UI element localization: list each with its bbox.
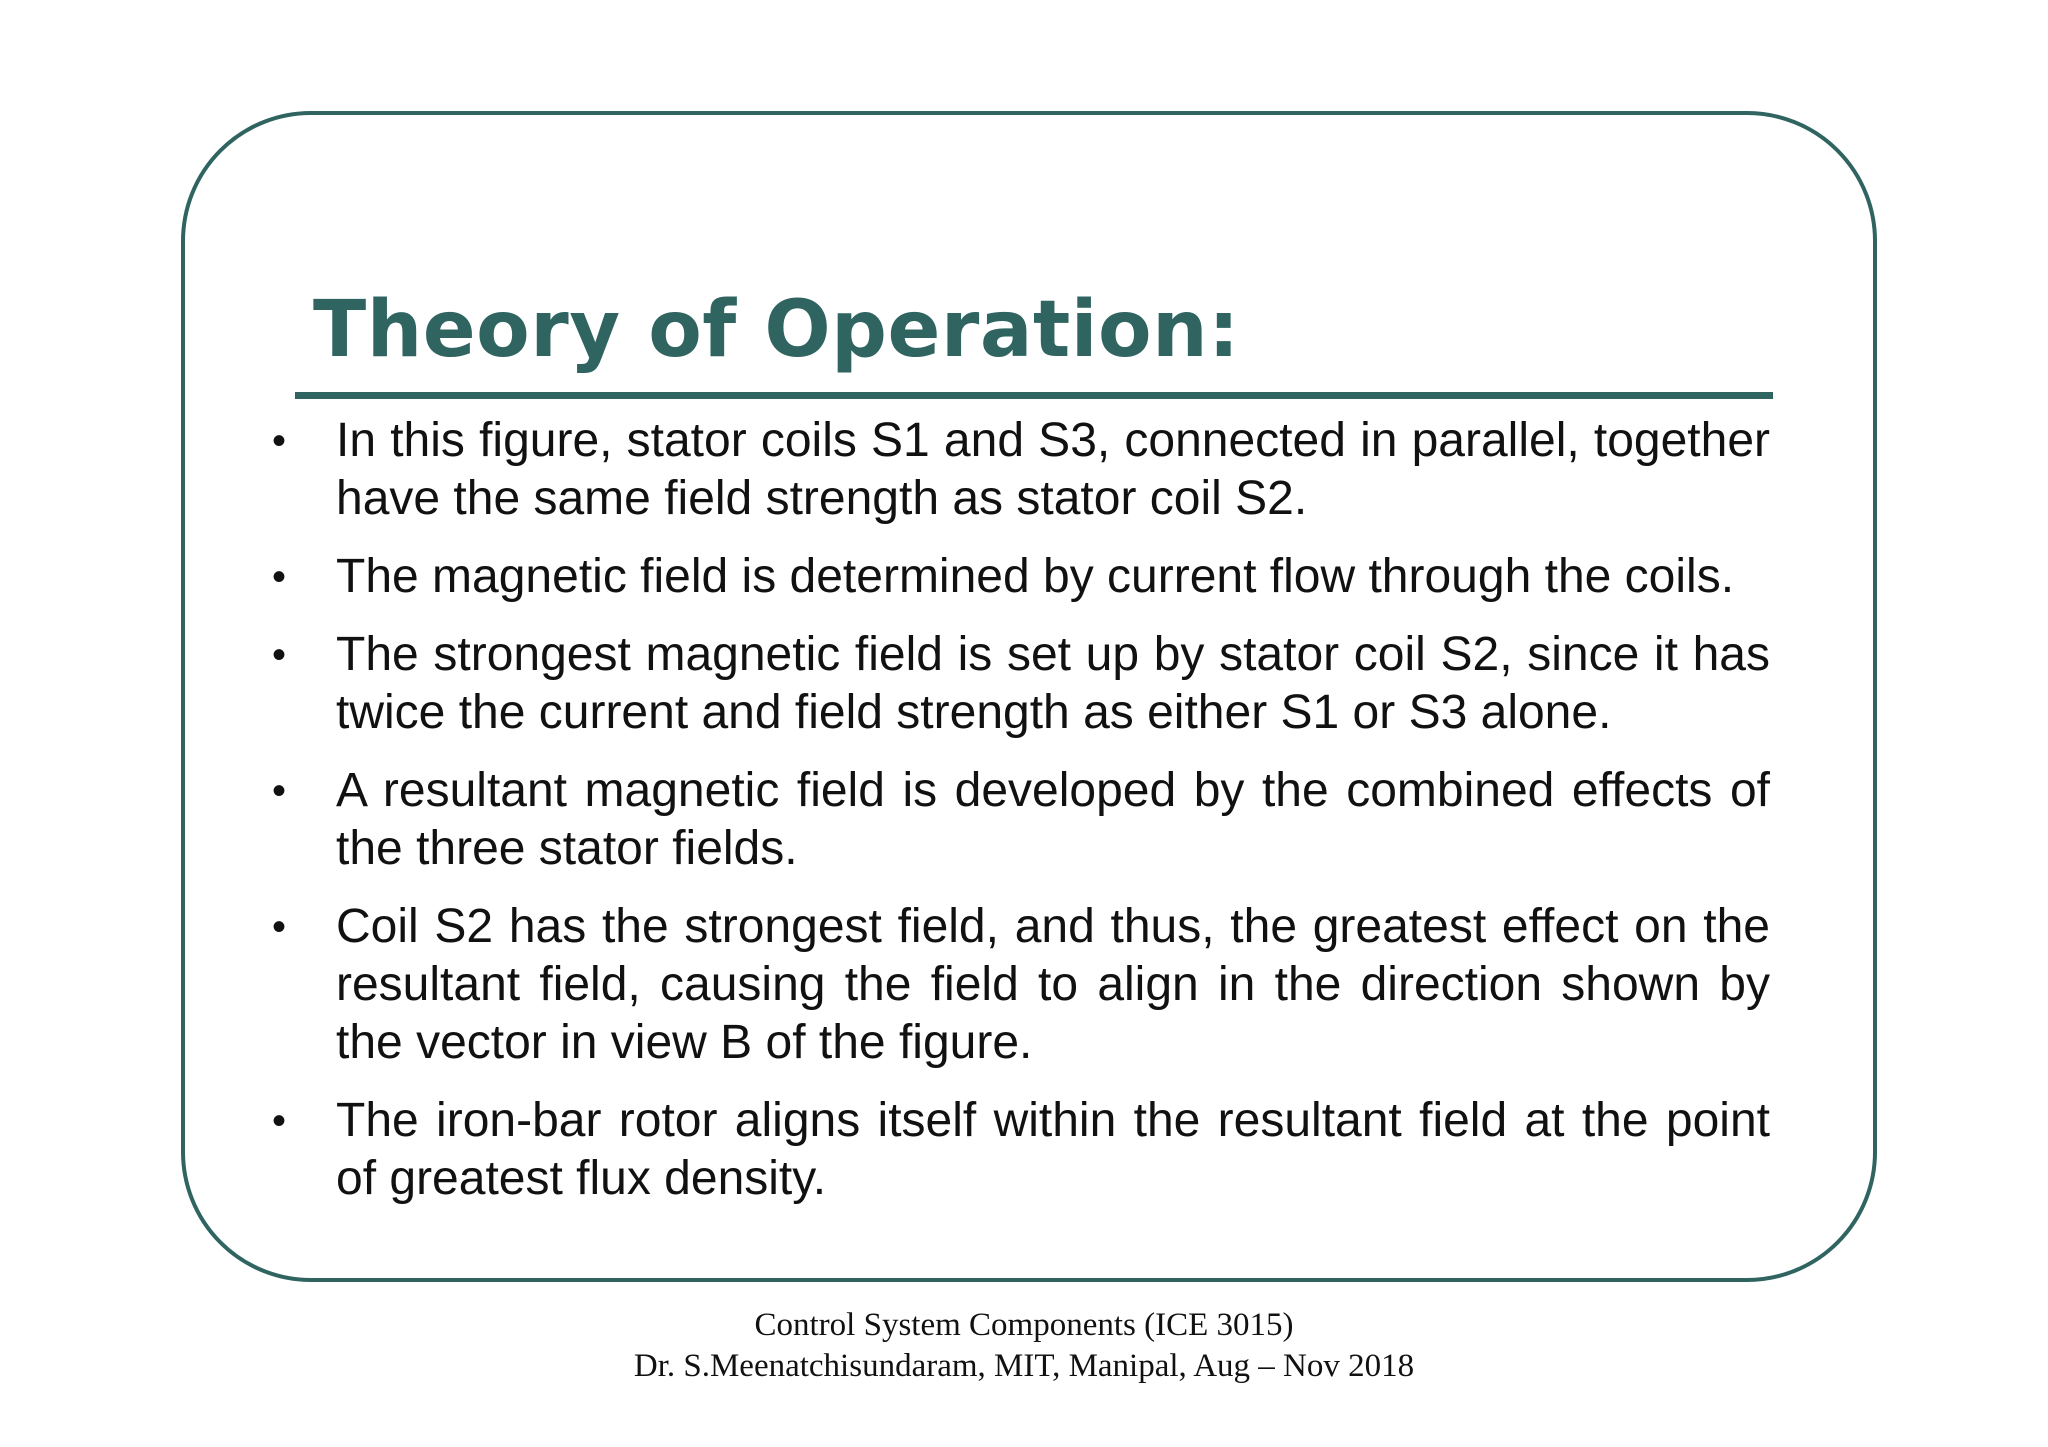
bullet-list: [259, 412, 1770, 1228]
bullet-text: The iron-bar rotor aligns itself within the resultant field at the point of greatest flux density.: [336, 1094, 1770, 1205]
bullet-text: Coil S2 has the strongest field, and thus, the greatest effect on the resultant field, causing the field to align in the direction shown by the vector in view B of the figure.: [336, 900, 1770, 1069]
slide-footer: [0, 1305, 2048, 1387]
bullet-item: [259, 626, 1770, 742]
bullet-marker: •: [271, 555, 286, 599]
bullet-marker: •: [271, 633, 286, 677]
bullet-item: [259, 898, 1770, 1072]
bullet-text: The strongest magnetic field is set up by stator coil S2, since it has twice the current and field strength as either S1 or S3 alone.: [336, 628, 1770, 739]
slide-title: Theory of Operation:: [313, 285, 1240, 375]
title-underline: [295, 392, 1773, 399]
bullet-text: The magnetic field is determined by current flow through the coils.: [336, 550, 1735, 603]
bullet-marker: •: [271, 1099, 286, 1143]
bullet-item: [259, 762, 1770, 878]
bullet-item: [259, 1092, 1770, 1208]
bullet-marker: •: [271, 419, 286, 463]
bullet-marker: •: [271, 769, 286, 813]
bullet-text: In this figure, stator coils S1 and S3, connected in parallel, together have the same field strength as stator coil S2.: [336, 414, 1770, 525]
bullet-item: [259, 548, 1770, 606]
bullet-item: [259, 412, 1770, 528]
bullet-text: A resultant magnetic field is developed by the combined effects of the three stator fields.: [336, 764, 1770, 875]
footer-author: Dr. S.Meenatchisundaram, MIT, Manipal, Aug – Nov 2018: [633, 1348, 1415, 1384]
footer-course: Control System Components (ICE 3015): [754, 1307, 1294, 1343]
bullet-marker: •: [271, 905, 286, 949]
